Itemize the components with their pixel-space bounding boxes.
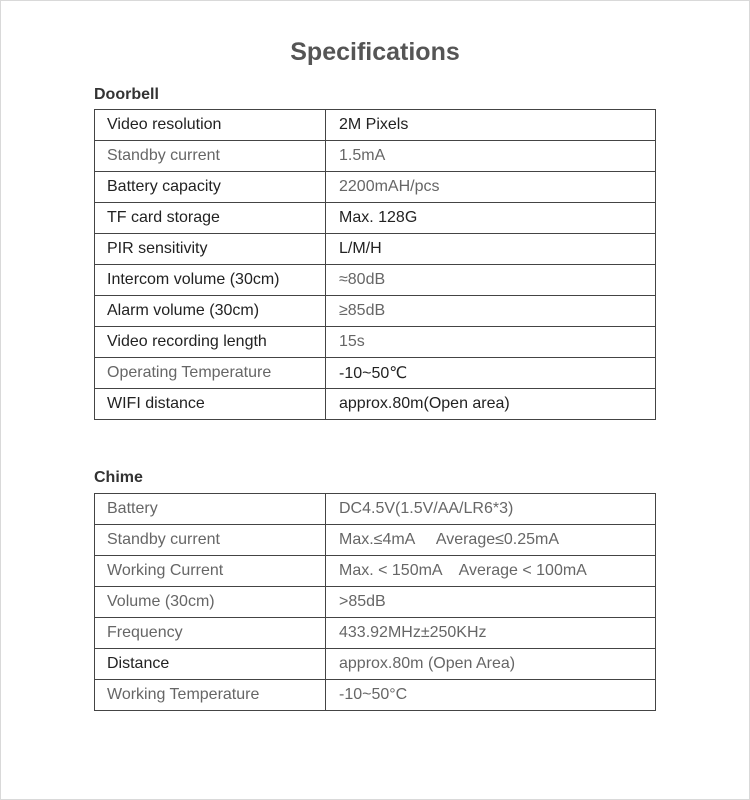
table-row bbox=[95, 296, 656, 327]
spec-value: 2M Pixels bbox=[326, 110, 656, 141]
table-row bbox=[95, 494, 656, 525]
table-row bbox=[95, 556, 656, 587]
table-row bbox=[95, 389, 656, 420]
spec-label: Alarm volume (30cm) bbox=[95, 296, 326, 327]
table-row bbox=[95, 327, 656, 358]
table-row bbox=[95, 587, 656, 618]
spec-label: WIFI distance bbox=[95, 389, 326, 420]
table-row bbox=[95, 358, 656, 389]
spec-value: Max. 128G bbox=[326, 203, 656, 234]
spec-label: Frequency bbox=[95, 618, 326, 649]
spec-value: 1.5mA bbox=[326, 141, 656, 172]
spec-value: >85dB bbox=[326, 587, 656, 618]
spec-value: approx.80m(Open area) bbox=[326, 389, 656, 420]
spec-value: 433.92MHz±250KHz bbox=[326, 618, 656, 649]
spec-label: Distance bbox=[95, 649, 326, 680]
spec-value: L/M/H bbox=[326, 234, 656, 265]
spec-label: TF card storage bbox=[95, 203, 326, 234]
table-row bbox=[95, 172, 656, 203]
table-row bbox=[95, 110, 656, 141]
table-row bbox=[95, 234, 656, 265]
chime-heading: Chime bbox=[94, 469, 143, 486]
spec-label: Video recording length bbox=[95, 327, 326, 358]
table-row bbox=[95, 265, 656, 296]
spec-label: Operating Temperature bbox=[95, 358, 326, 389]
table-row bbox=[95, 618, 656, 649]
table-row bbox=[95, 141, 656, 172]
doorbell-spec-table bbox=[94, 109, 656, 420]
spec-value: Max.≤4mA Average≤0.25mA bbox=[326, 525, 656, 556]
page-title: Specifications bbox=[290, 38, 460, 66]
spec-value: approx.80m (Open Area) bbox=[326, 649, 656, 680]
spec-value: ≥85dB bbox=[326, 296, 656, 327]
spec-label: Working Current bbox=[95, 556, 326, 587]
spec-label: Video resolution bbox=[95, 110, 326, 141]
spec-label: Working Temperature bbox=[95, 680, 326, 711]
table-row bbox=[95, 649, 656, 680]
spec-value: Max. < 150mA Average < 100mA bbox=[326, 556, 656, 587]
spec-value: -10~50°C bbox=[326, 680, 656, 711]
spec-value: ≈80dB bbox=[326, 265, 656, 296]
chime-spec-table bbox=[94, 493, 656, 711]
spec-label: PIR sensitivity bbox=[95, 234, 326, 265]
doorbell-heading: Doorbell bbox=[94, 86, 159, 103]
spec-label: Standby current bbox=[95, 141, 326, 172]
spec-value: 15s bbox=[326, 327, 656, 358]
table-row bbox=[95, 680, 656, 711]
spec-label: Intercom volume (30cm) bbox=[95, 265, 326, 296]
spec-label: Battery bbox=[95, 494, 326, 525]
spec-value: -10~50℃ bbox=[326, 358, 656, 389]
table-row bbox=[95, 203, 656, 234]
spec-label: Standby current bbox=[95, 525, 326, 556]
table-row bbox=[95, 525, 656, 556]
spec-value: DC4.5V(1.5V/AA/LR6*3) bbox=[326, 494, 656, 525]
spec-label: Battery capacity bbox=[95, 172, 326, 203]
spec-value: 2200mAH/pcs bbox=[326, 172, 656, 203]
spec-label: Volume (30cm) bbox=[95, 587, 326, 618]
